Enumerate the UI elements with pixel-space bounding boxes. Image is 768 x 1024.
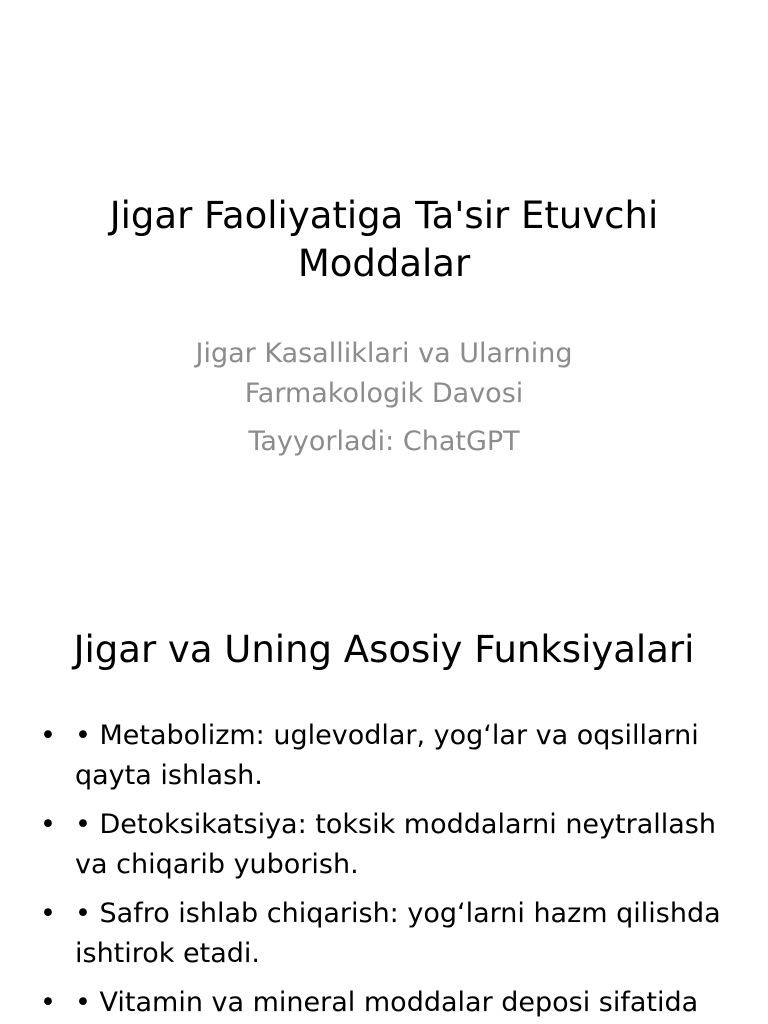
list-item-text: • Detoksikatsiya: toksik moddalarni neytrallash va chiqarib yuborish. [75, 809, 716, 880]
list-item [40, 805, 728, 885]
list-item-text: • Safro ishlab chiqarish: yog‘larni hazm qilishda ishtirok etadi. [75, 898, 721, 969]
list-item [40, 716, 728, 796]
bullet-list [40, 716, 728, 1024]
bullet-marker: • [40, 720, 56, 751]
slide-title-heading: Jigar Faoliyatiga Ta'sir Etuvchi Moddalar [109, 194, 659, 285]
list-item [40, 894, 728, 974]
subtitle-line: Jigar Kasalliklari va Ularning Farmakologik Davosi [195, 338, 573, 409]
bullet-marker: • [40, 809, 56, 840]
slide-functions [0, 576, 768, 1024]
slide-functions-heading: Jigar va Uning Asosiy Funksiyalari [73, 628, 695, 671]
bullet-marker: • [40, 898, 56, 929]
list-item [40, 983, 728, 1023]
bullet-marker: • [40, 987, 56, 1018]
list-item-text: • Metabolizm: uglevodlar, yog‘lar va oqsillarni qayta ishlash. [75, 720, 699, 791]
list-item-text: • Vitamin va mineral moddalar deposi sifatida [75, 987, 699, 1018]
author-line: Tayyorladi: ChatGPT [248, 426, 520, 457]
slide-subtitle [120, 334, 648, 462]
